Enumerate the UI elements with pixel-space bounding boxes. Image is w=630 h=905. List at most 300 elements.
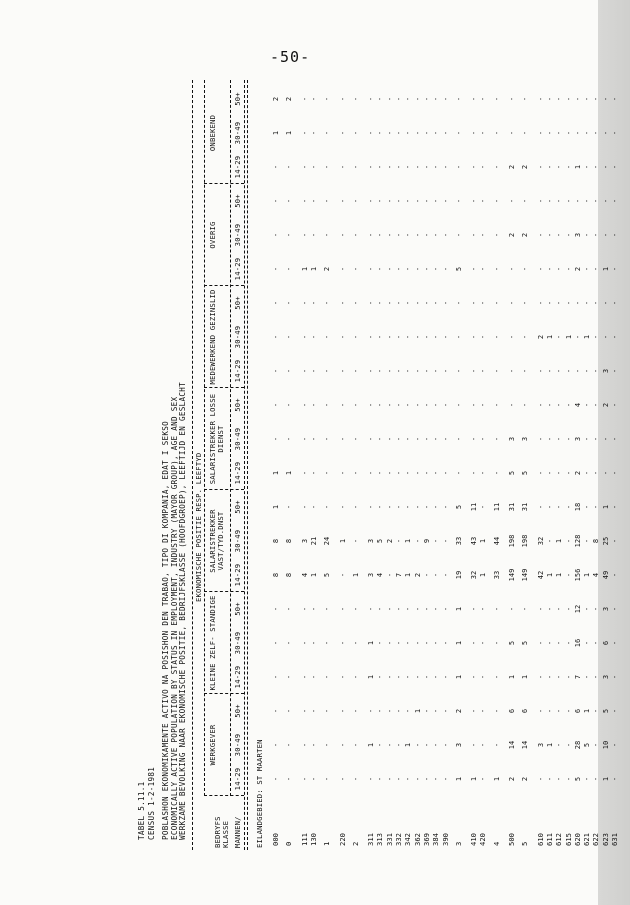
table-cell: - — [323, 334, 332, 340]
table-cell: - — [592, 742, 601, 748]
table-cell: - — [422, 198, 431, 204]
table-cell: 1 — [470, 776, 479, 782]
table-cell: - — [323, 470, 332, 476]
table-cell: - — [367, 96, 376, 102]
table-cell: - — [545, 198, 554, 204]
table-cell: - — [367, 402, 376, 408]
table-cell: - — [536, 130, 545, 136]
table-cell: - — [521, 368, 530, 374]
row-code: 313 — [375, 833, 385, 846]
rule-super — [204, 80, 205, 796]
table-cell: 1 — [479, 538, 488, 544]
age-header: 30-49 — [233, 121, 242, 145]
table-cell: - — [492, 640, 501, 646]
rotated-table — [130, 70, 619, 860]
table-cell: - — [351, 742, 360, 748]
table-cell: - — [422, 606, 431, 612]
table-cell: - — [285, 776, 294, 782]
table-cell: - — [536, 232, 545, 238]
table-cell: - — [385, 776, 394, 782]
table-cell: - — [422, 266, 431, 272]
table-cell: - — [592, 368, 601, 374]
table-cell: - — [611, 300, 619, 306]
table-cell: - — [395, 470, 403, 476]
table-cell: 1 — [454, 776, 463, 782]
table-cell: - — [376, 742, 385, 748]
table-cell: 14 — [508, 740, 516, 750]
table-cell: - — [536, 674, 545, 680]
table-cell: 1 — [272, 504, 280, 510]
table-cell: - — [413, 606, 422, 612]
table-cell: - — [422, 640, 431, 646]
table-cell: 3 — [300, 538, 309, 544]
table-cell: - — [573, 368, 582, 374]
table-cell: - — [555, 606, 564, 612]
table-cell: - — [601, 96, 610, 102]
table-cell: - — [413, 232, 422, 238]
table-cell: 3 — [508, 436, 516, 442]
table-cell: - — [385, 198, 394, 204]
table-cell: - — [376, 198, 385, 204]
table-cell: - — [555, 164, 564, 170]
table-cell: - — [564, 470, 573, 476]
table-cell: - — [385, 368, 394, 374]
table-cell: - — [432, 300, 441, 306]
table-cell: - — [300, 776, 309, 782]
row-code: 311 — [366, 833, 376, 846]
table-cell: - — [413, 504, 422, 510]
table-cell: 44 — [492, 536, 501, 546]
table-cell: - — [521, 266, 530, 272]
census-date: CENSUS 1-2-1981 — [147, 766, 156, 840]
table-cell: 14 — [521, 740, 530, 750]
table-cell: - — [272, 232, 280, 238]
table-cell: - — [351, 640, 360, 646]
table-cell: 3 — [601, 606, 610, 612]
table-cell: - — [395, 334, 403, 340]
table-cell: 16 — [573, 638, 582, 648]
table-cell: - — [441, 368, 450, 374]
table-cell: - — [404, 96, 413, 102]
table-cell: - — [583, 300, 592, 306]
table-cell: - — [285, 198, 294, 204]
table-cell: - — [611, 470, 619, 476]
table-cell: 2 — [573, 266, 582, 272]
table-cell: 8 — [272, 572, 280, 578]
table-cell: - — [536, 96, 545, 102]
table-cell: 10 — [601, 740, 610, 750]
table-cell: 1 — [555, 538, 564, 544]
table-cell: - — [470, 232, 479, 238]
table-cell: - — [432, 368, 441, 374]
table-cell: - — [285, 606, 294, 612]
table-cell: - — [338, 640, 347, 646]
table-cell: - — [404, 436, 413, 442]
table-cell: 3 — [573, 232, 582, 238]
table-cell: - — [611, 572, 619, 578]
table-cell: - — [309, 742, 318, 748]
table-cell: 1 — [285, 130, 294, 136]
table-cell: - — [479, 368, 488, 374]
table-cell: - — [300, 504, 309, 510]
rule-top — [192, 80, 193, 850]
table-cell: - — [601, 232, 610, 238]
table-cell: 2 — [601, 402, 610, 408]
table-cell: - — [309, 368, 318, 374]
table-cell: - — [300, 436, 309, 442]
table-cell: - — [367, 232, 376, 238]
table-cell: - — [441, 130, 450, 136]
table-cell: - — [351, 334, 360, 340]
table-cell: - — [536, 708, 545, 714]
table-cell: 1 — [573, 164, 582, 170]
table-cell: - — [545, 538, 554, 544]
row-code: 000 — [271, 833, 280, 846]
table-cell: - — [611, 334, 619, 340]
table-cell: 1 — [601, 266, 610, 272]
table-cell: - — [338, 368, 347, 374]
table-cell: 31 — [508, 502, 516, 512]
table-cell: - — [611, 674, 619, 680]
table-cell: 5 — [454, 266, 463, 272]
table-cell: - — [564, 504, 573, 510]
table-cell: - — [555, 470, 564, 476]
age-header: 14-29 — [233, 767, 242, 791]
table-cell: - — [413, 402, 422, 408]
table-cell: - — [521, 402, 530, 408]
row-code: 4 — [491, 841, 501, 846]
table-cell: - — [492, 164, 501, 170]
table-cell: - — [441, 674, 450, 680]
table-cell: - — [492, 674, 501, 680]
table-cell: 198 — [521, 534, 530, 548]
table-cell: - — [338, 606, 347, 612]
table-cell: - — [564, 708, 573, 714]
table-cell: - — [385, 300, 394, 306]
table-cell: - — [395, 300, 403, 306]
table-cell: - — [338, 334, 347, 340]
table-cell: 1 — [583, 334, 592, 340]
row-code: 384 — [431, 833, 441, 846]
table-cell: - — [385, 334, 394, 340]
table-cell: - — [404, 640, 413, 646]
table-cell: - — [323, 232, 332, 238]
group-header: OVERIG — [208, 221, 217, 249]
table-cell: 1 — [479, 572, 488, 578]
table-cell: - — [492, 300, 501, 306]
table-cell: - — [309, 708, 318, 714]
table-cell: - — [285, 640, 294, 646]
table-cell: - — [470, 96, 479, 102]
table-cell: 2 — [521, 232, 530, 238]
table-cell: - — [432, 606, 441, 612]
table-cell: - — [592, 402, 601, 408]
table-cell: - — [338, 776, 347, 782]
table-cell: - — [272, 266, 280, 272]
table-cell: - — [395, 96, 403, 102]
table-cell: - — [404, 368, 413, 374]
table-cell: - — [367, 334, 376, 340]
table-cell: - — [564, 776, 573, 782]
table-cell: - — [611, 538, 619, 544]
table-cell: - — [573, 130, 582, 136]
table-cell: - — [592, 606, 601, 612]
table-cell: - — [611, 436, 619, 442]
table-cell: - — [470, 334, 479, 340]
table-cell: - — [441, 640, 450, 646]
table-cell: - — [323, 402, 332, 408]
age-header: 30-49 — [233, 325, 242, 349]
table-cell: - — [432, 470, 441, 476]
table-cell: - — [285, 742, 294, 748]
table-cell: - — [272, 300, 280, 306]
table-cell: 2 — [323, 266, 332, 272]
table-cell: - — [285, 300, 294, 306]
table-cell: - — [470, 130, 479, 136]
table-cell: - — [454, 198, 463, 204]
table-cell: - — [285, 232, 294, 238]
table-cell: - — [432, 232, 441, 238]
table-cell: - — [470, 368, 479, 374]
table-cell: - — [323, 436, 332, 442]
age-header: 50+ — [233, 602, 242, 616]
table-cell: 18 — [573, 502, 582, 512]
table-cell: - — [300, 402, 309, 408]
row-code: 220 — [337, 833, 347, 846]
table-cell: - — [611, 232, 619, 238]
table-cell: - — [338, 742, 347, 748]
table-cell: - — [441, 266, 450, 272]
table-cell: - — [555, 742, 564, 748]
table-cell: - — [592, 708, 601, 714]
table-cell: - — [338, 130, 347, 136]
table-cell: - — [432, 96, 441, 102]
table-cell: - — [592, 776, 601, 782]
table-cell: - — [385, 130, 394, 136]
table-cell: - — [583, 504, 592, 510]
table-cell: - — [432, 572, 441, 578]
row-code: 2 — [350, 841, 360, 846]
table-cell: - — [545, 470, 554, 476]
table-cell: - — [492, 436, 501, 442]
table-cell: - — [611, 504, 619, 510]
table-cell: 1 — [285, 470, 294, 476]
table-cell: 4 — [573, 402, 582, 408]
table-cell: - — [611, 368, 619, 374]
table-cell: - — [479, 470, 488, 476]
row-code: 410 — [469, 833, 479, 846]
table-cell: - — [404, 504, 413, 510]
table-cell: - — [555, 504, 564, 510]
table-cell: - — [285, 436, 294, 442]
table-cell: - — [432, 776, 441, 782]
group-header: ONBEKEND — [208, 114, 217, 152]
table-cell: - — [564, 572, 573, 578]
table-cell: - — [422, 572, 431, 578]
table-cell: - — [300, 198, 309, 204]
table-cell: - — [395, 164, 403, 170]
table-cell: - — [413, 130, 422, 136]
table-cell: - — [545, 674, 554, 680]
table-cell: - — [492, 708, 501, 714]
table-cell: - — [555, 266, 564, 272]
table-cell: - — [536, 504, 545, 510]
table-cell: - — [601, 470, 610, 476]
table-cell: - — [583, 538, 592, 544]
row-code: 331 — [384, 833, 394, 846]
table-cell: - — [285, 402, 294, 408]
table-cell: - — [521, 606, 530, 612]
table-cell: 5 — [583, 742, 592, 748]
row-code: 5 — [520, 841, 530, 846]
table-cell: - — [479, 436, 488, 442]
table-cell: 1 — [564, 334, 573, 340]
table-cell: - — [492, 470, 501, 476]
table-cell: - — [422, 300, 431, 306]
table-cell: - — [564, 300, 573, 306]
table-cell: - — [592, 436, 601, 442]
table-cell: - — [536, 436, 545, 442]
region-label: EILANDGEBIED: ST MAARTEN — [255, 739, 264, 848]
table-cell: 2 — [508, 164, 516, 170]
table-cell: - — [404, 198, 413, 204]
table-cell: 12 — [573, 604, 582, 614]
table-cell: - — [323, 164, 332, 170]
table-cell: - — [395, 198, 403, 204]
table-cell: - — [441, 504, 450, 510]
table-cell: 49 — [601, 570, 610, 580]
table-cell: - — [432, 334, 441, 340]
table-cell: - — [432, 436, 441, 442]
table-cell: 2 — [454, 708, 463, 714]
table-cell: 1 — [413, 708, 422, 714]
table-cell: 31 — [521, 502, 530, 512]
table-cell: - — [432, 504, 441, 510]
table-cell: - — [422, 504, 431, 510]
table-cell: - — [285, 708, 294, 714]
row-code: 621 — [582, 833, 592, 846]
table-cell: - — [404, 300, 413, 306]
table-cell: 1 — [555, 572, 564, 578]
rule-ages — [244, 80, 245, 850]
table-cell: - — [309, 130, 318, 136]
table-cell: - — [422, 674, 431, 680]
table-cell: - — [432, 164, 441, 170]
table-cell: - — [404, 334, 413, 340]
table-cell: - — [413, 368, 422, 374]
table-cell: - — [479, 708, 488, 714]
table-cell: - — [376, 606, 385, 612]
group-header: KLEINE ZELF- STANDIGE — [208, 595, 217, 691]
table-cell: 2 — [536, 334, 545, 340]
table-cell: - — [545, 504, 554, 510]
age-header: 30-49 — [233, 427, 242, 451]
table-cell: - — [479, 198, 488, 204]
age-header: 14-29 — [233, 257, 242, 281]
table-cell: 42 — [536, 570, 545, 580]
table-cell: 1 — [367, 742, 376, 748]
table-cell: - — [432, 538, 441, 544]
table-cell: 33 — [454, 536, 463, 546]
table-cell: - — [441, 334, 450, 340]
table-cell: - — [611, 776, 619, 782]
table-cell: - — [338, 708, 347, 714]
table-cell: - — [601, 436, 610, 442]
table-cell: - — [545, 130, 554, 136]
table-cell: 1 — [583, 708, 592, 714]
table-cell: - — [338, 436, 347, 442]
age-header: 50+ — [233, 194, 242, 208]
table-cell: - — [338, 198, 347, 204]
table-cell: - — [309, 606, 318, 612]
table-cell: - — [300, 606, 309, 612]
table-cell: - — [422, 96, 431, 102]
table-cell: - — [323, 674, 332, 680]
table-cell: 5 — [508, 470, 516, 476]
table-cell: - — [338, 402, 347, 408]
table-cell: - — [441, 198, 450, 204]
table-cell: 2 — [385, 538, 394, 544]
table-cell: - — [508, 334, 516, 340]
table-cell: 1 — [351, 572, 360, 578]
row-code: 1 — [322, 841, 332, 846]
table-cell: - — [508, 96, 516, 102]
table-cell: - — [521, 198, 530, 204]
table-cell: - — [545, 300, 554, 306]
table-cell: 8 — [285, 538, 294, 544]
table-cell: - — [470, 470, 479, 476]
table-cell: - — [583, 198, 592, 204]
table-cell: - — [300, 640, 309, 646]
table-cell: - — [441, 776, 450, 782]
table-cell: - — [583, 606, 592, 612]
table-cell: - — [300, 96, 309, 102]
table-cell: - — [583, 776, 592, 782]
table-cell: - — [573, 334, 582, 340]
group-header: SALARISTREKKER VAST/TYD.DNST — [208, 509, 225, 573]
table-cell: - — [564, 742, 573, 748]
table-cell: - — [351, 300, 360, 306]
table-cell: - — [385, 232, 394, 238]
table-cell: - — [422, 436, 431, 442]
table-cell: - — [441, 300, 450, 306]
table-cell: - — [323, 504, 332, 510]
table-cell: - — [272, 606, 280, 612]
table-cell: - — [385, 572, 394, 578]
table-cell: - — [413, 436, 422, 442]
table-cell: - — [309, 232, 318, 238]
table-cell: - — [555, 402, 564, 408]
table-cell: 5 — [508, 640, 516, 646]
row-code: 622 — [591, 833, 601, 846]
table-cell: - — [367, 470, 376, 476]
table-cell: - — [470, 402, 479, 408]
table-cell: - — [583, 266, 592, 272]
table-cell: - — [555, 436, 564, 442]
age-header: 14-29 — [233, 665, 242, 689]
table-cell: 1 — [521, 674, 530, 680]
table-cell: - — [351, 266, 360, 272]
table-cell: 1 — [272, 470, 280, 476]
table-cell: - — [441, 572, 450, 578]
age-header: 50+ — [233, 296, 242, 310]
table-cell: - — [454, 470, 463, 476]
table-cell: - — [508, 368, 516, 374]
table-cell: - — [323, 640, 332, 646]
table-cell: 198 — [508, 534, 516, 548]
table-cell: - — [376, 266, 385, 272]
age-header: 30-49 — [233, 223, 242, 247]
